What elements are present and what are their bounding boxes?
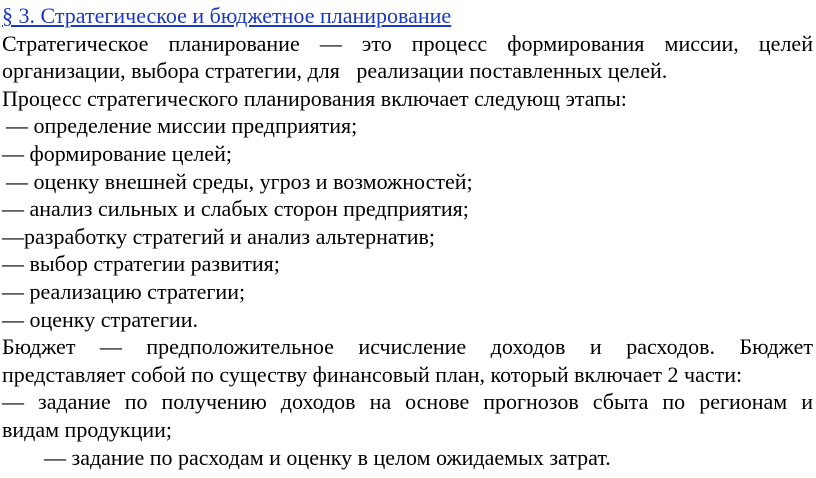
process-intro: Процесс стратегического планирования включает следующ этапы:: [2, 85, 627, 111]
word: —: [99, 334, 122, 360]
word: формирования: [507, 30, 645, 56]
stage-item: — оценку стратегии.: [2, 306, 198, 332]
word: сбыта: [592, 389, 649, 415]
word: миссии,: [664, 30, 739, 56]
word: получению: [161, 389, 267, 415]
stage-item: — анализ сильных и слабых сторон предприятия;: [2, 196, 469, 222]
definition-line-1: [2, 30, 813, 58]
definition-line-2: организации, выбора стратегии, для реализации поставленных целей.: [2, 58, 668, 84]
word: исчисление: [358, 334, 467, 360]
word: это: [361, 30, 392, 56]
word: процесс: [411, 30, 488, 56]
word: Бюджет: [2, 334, 76, 360]
word: прогнозов: [483, 389, 579, 415]
word: —: [2, 389, 24, 415]
section-heading[interactable]: § 3. Стратегическое и бюджетное планирование: [2, 3, 452, 28]
word: доходов: [490, 334, 566, 360]
stage-item: —разработку стратегий и анализ альтернатив;: [2, 223, 435, 249]
word: по: [124, 389, 148, 415]
word: Бюджет: [739, 334, 813, 360]
word: и: [589, 334, 602, 360]
stage-item: — реализацию стратегии;: [2, 278, 246, 304]
word: —: [319, 30, 342, 56]
stage-item: — формирование целей;: [2, 140, 232, 166]
budget-line-1: [2, 333, 813, 361]
word: на: [369, 389, 392, 415]
stage-item: — выбор стратегии развития;: [2, 251, 280, 277]
stage-item: — оценку внешней среды, угроз и возможностей;: [6, 168, 473, 194]
word: задание: [38, 389, 111, 415]
budget-part-2: — задание по расходам и оценку в целом ожидаемых затрат.: [44, 444, 611, 470]
word: по: [662, 389, 686, 415]
word: планирование: [168, 30, 300, 56]
budget-part-1-line-2: видам продукции;: [2, 416, 172, 442]
word: доходов: [280, 389, 356, 415]
budget-line-2: представляет собой по существу финансовый план, который включает 2 части:: [2, 361, 743, 387]
word: расходов.: [626, 334, 716, 360]
word: предположительное: [146, 334, 334, 360]
word: Стратегическое: [2, 30, 149, 56]
word: основе: [405, 389, 470, 415]
word: и: [801, 389, 813, 415]
stage-item: — определение миссии предприятия;: [6, 113, 358, 139]
budget-part-1-line-1: [2, 388, 813, 416]
word: целей: [758, 30, 813, 56]
word: регионам: [699, 389, 788, 415]
